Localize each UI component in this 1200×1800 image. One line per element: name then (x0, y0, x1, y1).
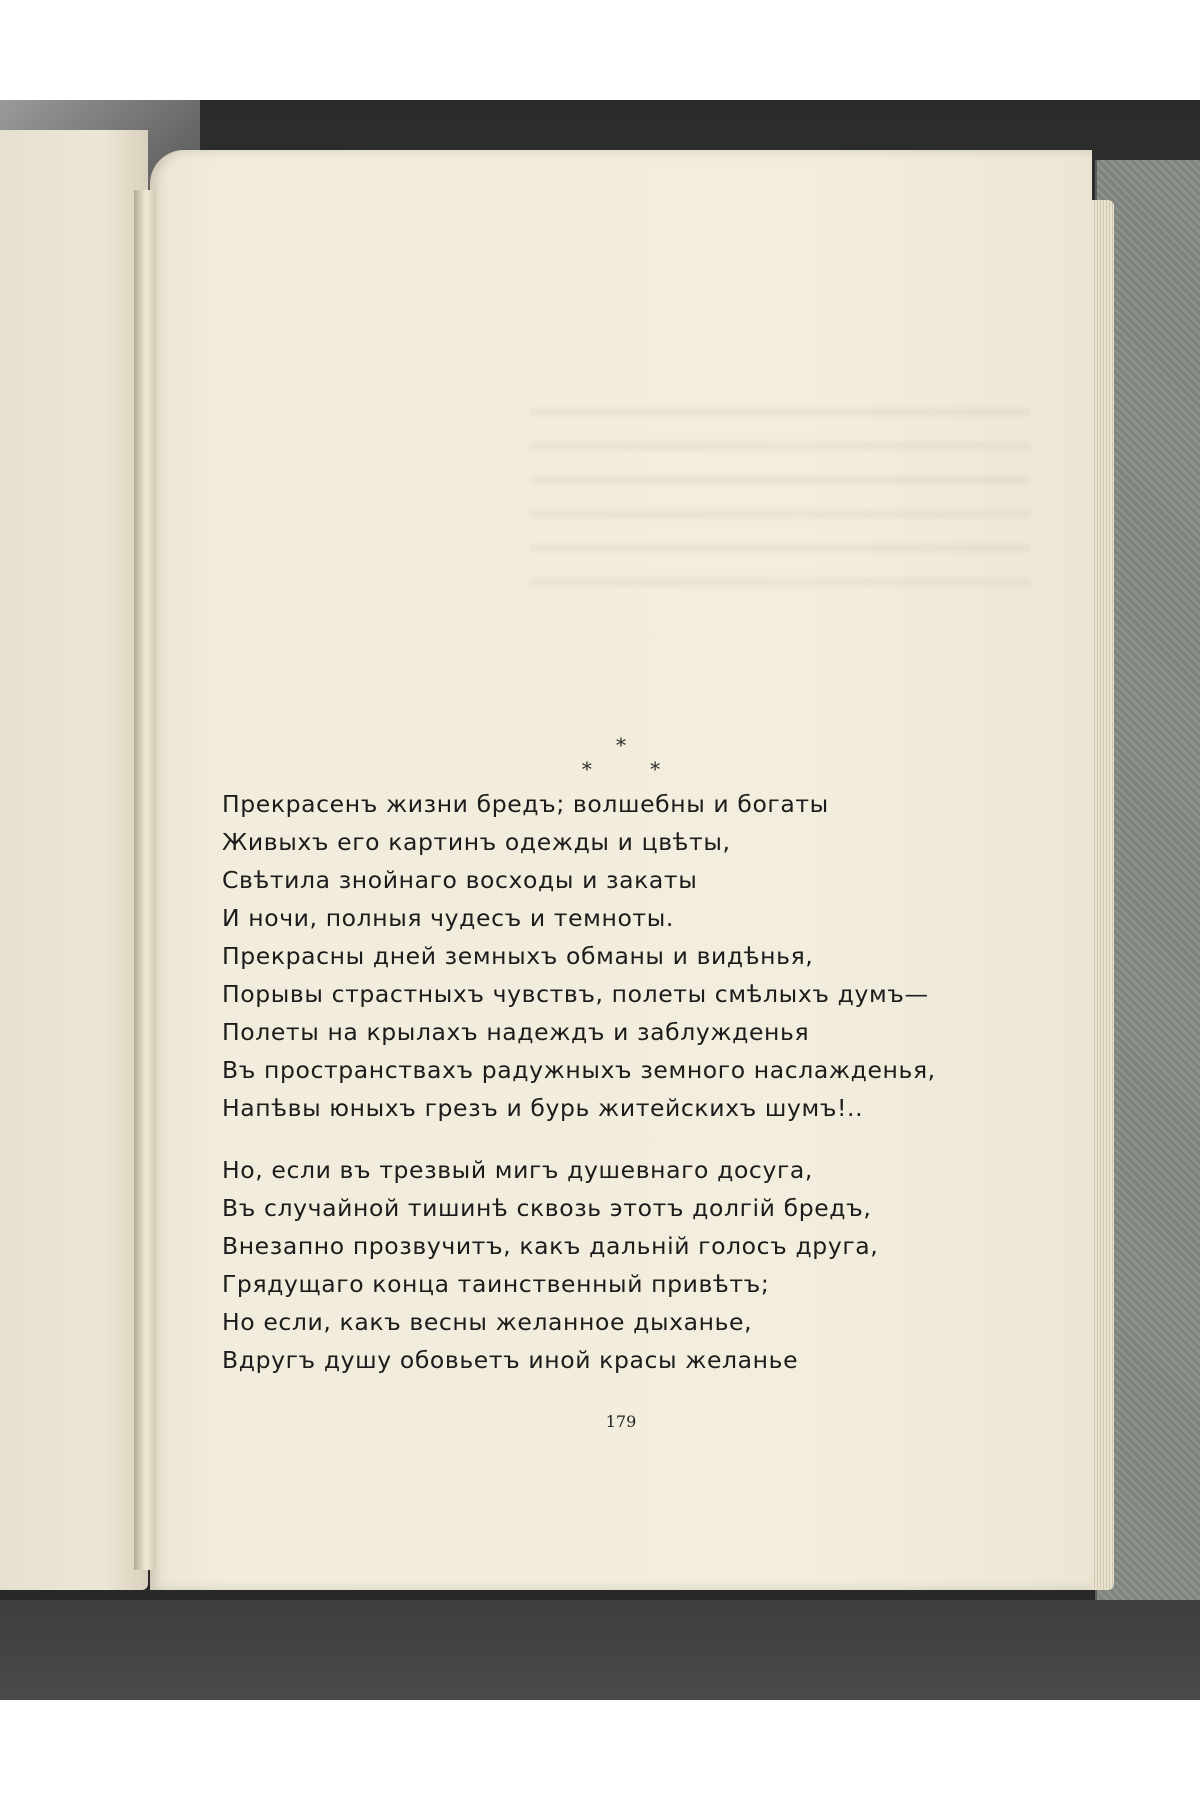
table-surface (0, 1600, 1200, 1700)
poem-line: Свѣтила знойнаго восходы и закаты (222, 866, 698, 894)
book-gutter (134, 190, 156, 1570)
poem-line: И ночи, полныя чудесъ и темноты. (222, 904, 674, 932)
page-number: 179 (605, 1412, 637, 1431)
poem-line: Грядущаго конца таинственный привѣтъ; (222, 1270, 770, 1298)
poem-line: Полеты на крылахъ надеждъ и заблужденья (222, 1018, 810, 1046)
section-divider (150, 735, 1092, 779)
poem-line: Но если, какъ весны желанное дыханье, (222, 1308, 753, 1336)
poem-line: Вдругъ душу обовьетъ иной красы желанье (222, 1346, 799, 1374)
poem-stanza-2 (222, 1151, 1042, 1379)
poem-line: Напѣвы юныхъ грезъ и бурь житейскихъ шумъ!.. (222, 1094, 864, 1122)
divider-top-asterisk: * (616, 733, 626, 757)
poem-line: Живыхъ его картинъ одежды и цвѣты, (222, 828, 731, 856)
book-photo (0, 100, 1200, 1700)
poem-line: Въ пространствахъ радужныхъ земного наслажденья, (222, 1056, 936, 1084)
poem-line: Но, если въ трезвый мигъ душевнаго досуга, (222, 1156, 813, 1184)
left-page (0, 130, 148, 1590)
right-page (150, 150, 1092, 1590)
show-through-text (530, 390, 1030, 590)
poem-line: Въ случайной тишинѣ сквозь этотъ долгій бредъ, (222, 1194, 872, 1222)
poem-line: Внезапно прозвучитъ, какъ дальній голосъ друга, (222, 1232, 879, 1260)
poem-line: Порывы страстныхъ чувствъ, полеты смѣлыхъ думъ— (222, 980, 929, 1008)
poem-stanza-1 (222, 785, 1042, 1127)
divider-bottom-asterisks: * * (581, 757, 687, 781)
poem-line: Прекрасенъ жизни бредъ; волшебны и богаты (222, 790, 829, 818)
poem-line: Прекрасны дней земныхъ обманы и видѣнья, (222, 942, 814, 970)
